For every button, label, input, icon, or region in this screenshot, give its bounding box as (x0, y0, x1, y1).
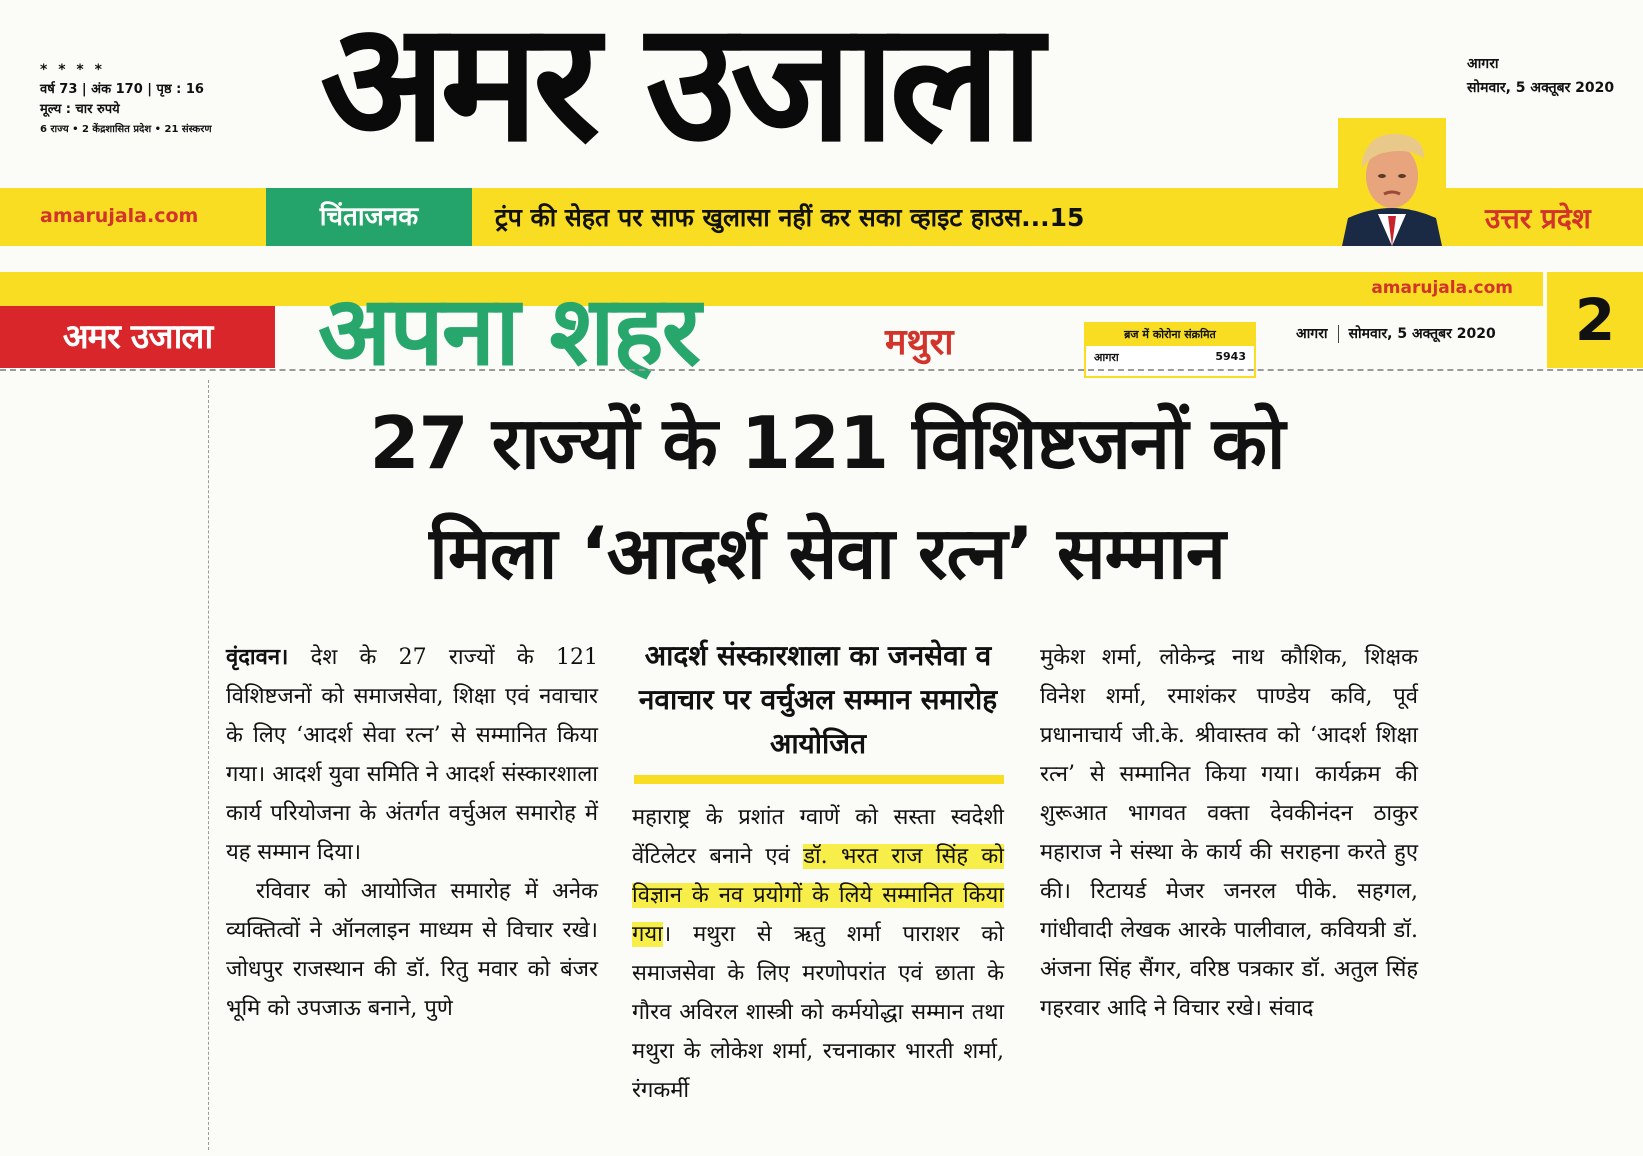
section-date: सोमवार, 5 अक्तूबर 2020 (1348, 326, 1496, 342)
corona-count: 5943 (1215, 350, 1246, 363)
column-3-text: मुकेश शर्मा, लोकेन्द्र नाथ कौशिक, शिक्षक विनेश शर्मा, रमाशंकर पाण्डेय कवि, पूर्व प्रधानाचार्य जी.के. श्रीवास्तव को ‘आदर्श शिक्षा रत्न’ से सम्मानित किया गया। कार्यक्रम की शुरूआत भागवत वक्ता देवकीनंदन ठाकुर महाराज ने संस्था के कार्य की सराहना करते हुए की। रिटायर्ड मेजर जनरल पीके. सहगल, गांधीवादी लेखक आरके पालीवाल, कवियत्री डॉ. अंजना सिंह सैंगर, वरिष्ठ पत्रकार डॉ. अतुल सिंह गहरवार आदि ने विचार रखे। (1040, 645, 1418, 1021)
corona-box-title: ब्रज में कोरोना संक्रमित (1086, 324, 1254, 346)
banner-tag: चिंताजनक (266, 188, 472, 246)
banner-headline[interactable]: ट्रंप की सेहत पर साफ खुलासा नहीं कर सका व्हाइट हाउस...15 (495, 203, 1085, 232)
subheading-rule (634, 775, 1004, 784)
dateline-divider (1338, 325, 1339, 343)
corona-city: आगरा (1094, 351, 1119, 364)
column-divider (208, 380, 209, 1150)
column-1-paragraph-1: देश के 27 राज्यों के 121 विशिष्टजनों को समाजसेवा, शिक्षा एवं नवाचार के लिए ‘आदर्श सेवा रत्न’ से सम्मानित किया गया। आदर्श युवा समिति ने आदर्श संस्कारशाला कार्य परियोजना के अंतर्गत वर्चुअल समारोह में यह सम्मान दिया। (226, 645, 598, 865)
headline-line-2: मिला ‘आदर्श सेवा रत्न’ सम्मान (429, 511, 1225, 595)
section-dateline (1296, 324, 1496, 343)
column-2-text-end: । मथुरा से ऋतु शर्मा पाराशर को समाजसेवा के लिए मरणोपरांत एवं छाता के गौरव अविरल शास्त्री को कर्मयोद्धा सम्मान तथा मथुरा के लोकेश शर्मा, रचनाकार भारती शर्मा, रंगकर्मी (632, 922, 1004, 1103)
article-dateline: वृंदावन। (226, 644, 289, 670)
article-column-2 (632, 798, 1004, 1110)
section-title: अपना शहर (318, 275, 699, 387)
masthead-dateline (1467, 52, 1614, 100)
page-number: 2 (1547, 272, 1643, 368)
newspaper-logo: अमर उजाला (320, 0, 1038, 178)
editions-line: 6 राज्य • 2 केंद्रशासित प्रदेश • 21 संस्करण (40, 124, 212, 135)
banner-site-link[interactable]: amarujala.com (40, 205, 199, 227)
headline-line-1: 27 राज्यों के 121 विशिष्टजनों को (369, 401, 1285, 485)
section-edition-city: आगरा (1296, 326, 1328, 342)
column-1-paragraph-2: रविवार को आयोजित समारोह में अनेक व्यक्तित्वों ने ऑनलाइन माध्यम से विचार रखे। जोधपुर राजस्थान की डॉ. रितु मवार को बंजर भूमि को उपजाऊ बनाने, पुणे (226, 879, 598, 1021)
price: मूल्य : चार रुपये (40, 102, 120, 117)
edition-date: सोमवार, 5 अक्तूबर 2020 (1467, 80, 1615, 96)
article-column-3 (1040, 638, 1418, 1028)
issue-line: वर्ष 73 | अंक 170 | पृष्ठ : 16 (40, 82, 204, 97)
section-logo: अमर उजाला (0, 306, 275, 368)
byline: संवाद (1261, 996, 1314, 1021)
banner-region: उत्तर प्रदेश (1485, 202, 1591, 235)
portrait-photo (1338, 118, 1446, 246)
article-subheading: आदर्श संस्कारशाला का जनसेवा व नवाचार पर वर्चुअल सम्मान समारोह आयोजित (638, 639, 998, 760)
article-headline (222, 388, 1432, 608)
header-divider (0, 369, 1643, 371)
section-strip (0, 272, 1543, 306)
edition-stars: * * * * (40, 62, 105, 78)
section-site-link[interactable]: amarujala.com (1371, 278, 1513, 298)
column-2-text-start: महाराष्ट्र के प्रशांत ग्वाणें को सस्ता स्वदेशी वेंटिलेटर बनाने एवं (632, 805, 1004, 869)
edition-city: आगरा (1467, 56, 1499, 72)
masthead-meta (40, 60, 212, 140)
highlighted-text: डॉ. भरत राज सिंह को विज्ञान के नव प्रयोगों के लिये सम्मानित किया गया (632, 844, 1004, 947)
article-column-1 (226, 638, 598, 1028)
section-city: मथुरा (885, 322, 954, 363)
